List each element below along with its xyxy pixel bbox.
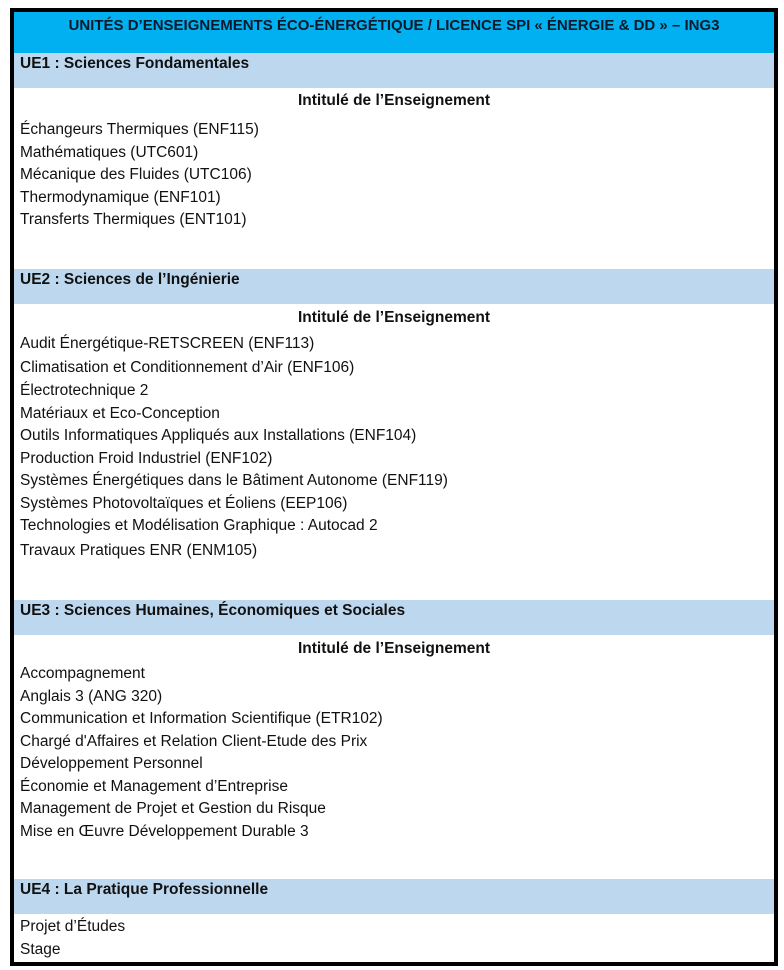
list-item: Projet d’Études (20, 918, 126, 935)
column-header-ue1: Intitulé de l’Enseignement (297, 92, 491, 109)
list-item: Économie et Management d’Entreprise (20, 777, 288, 795)
list-item: Systèmes Énergétiques dans le Bâtiment Autonome (ENF119) (20, 472, 448, 489)
list-item: Systèmes Photovoltaïques et Éoliens (EEP106) (20, 494, 348, 512)
list-item: Stage (20, 940, 61, 958)
list-item: Matériaux et Eco-Conception (20, 404, 220, 422)
list-item: Audit Énergétique-RETSCREEN (ENF113) (20, 335, 315, 352)
list-item: Travaux Pratiques ENR (ENM105) (20, 542, 258, 559)
section-heading-ue4: UE4 : La Pratique Professionnelle (14, 879, 774, 914)
column-header-ue3: Intitulé de l’Enseignement (297, 640, 491, 657)
course-list-ue2 (20, 331, 760, 563)
column-header-ue2: Intitulé de l’Enseignement (297, 309, 491, 326)
section-heading-ue3: UE3 : Sciences Humaines, Économiques et Sociales (14, 600, 774, 635)
table-title: UNITÉS D’ENSEIGNEMENTS ÉCO-ÉNERGÉTIQUE / LICENCE SPI « ÉNERGIE & DD » – ING3 (14, 12, 774, 53)
list-item: Thermodynamique (ENF101) (20, 188, 221, 206)
list-item: Électrotechnique 2 (20, 382, 149, 399)
course-list-ue3 (20, 663, 760, 843)
list-item: Échangeurs Thermiques (ENF115) (20, 121, 259, 138)
list-item: Climatisation et Conditionnement d’Air (ENF106) (20, 359, 355, 376)
course-list-ue4 (20, 916, 760, 961)
list-item: Transferts Thermiques (ENT101) (20, 211, 247, 228)
list-item: Mise en Œuvre Développement Durable 3 (20, 822, 309, 840)
list-item: Chargé d'Affaires et Relation Client-Etude des Prix (20, 732, 368, 750)
list-item: Production Froid Industriel (ENF102) (20, 449, 273, 467)
list-item: Management de Projet et Gestion du Risque (20, 800, 326, 817)
curriculum-table (10, 8, 778, 966)
list-item: Développement Personnel (20, 755, 203, 772)
list-item: Communication et Information Scientifique (ETR102) (20, 710, 383, 727)
course-list-ue1 (20, 119, 760, 232)
list-item: Anglais 3 (ANG 320) (20, 687, 163, 705)
list-item: Outils Informatiques Appliqués aux Installations (ENF104) (20, 427, 417, 444)
section-heading-ue1: UE1 : Sciences Fondamentales (14, 53, 774, 88)
list-item: Mathématiques (UTC601) (20, 143, 199, 161)
list-item: Accompagnement (20, 665, 145, 682)
section-heading-ue2: UE2 : Sciences de l’Ingénierie (14, 269, 774, 304)
list-item: Mécanique des Fluides (UTC106) (20, 166, 252, 183)
list-item: Technologies et Modélisation Graphique : Autocad 2 (20, 517, 378, 534)
